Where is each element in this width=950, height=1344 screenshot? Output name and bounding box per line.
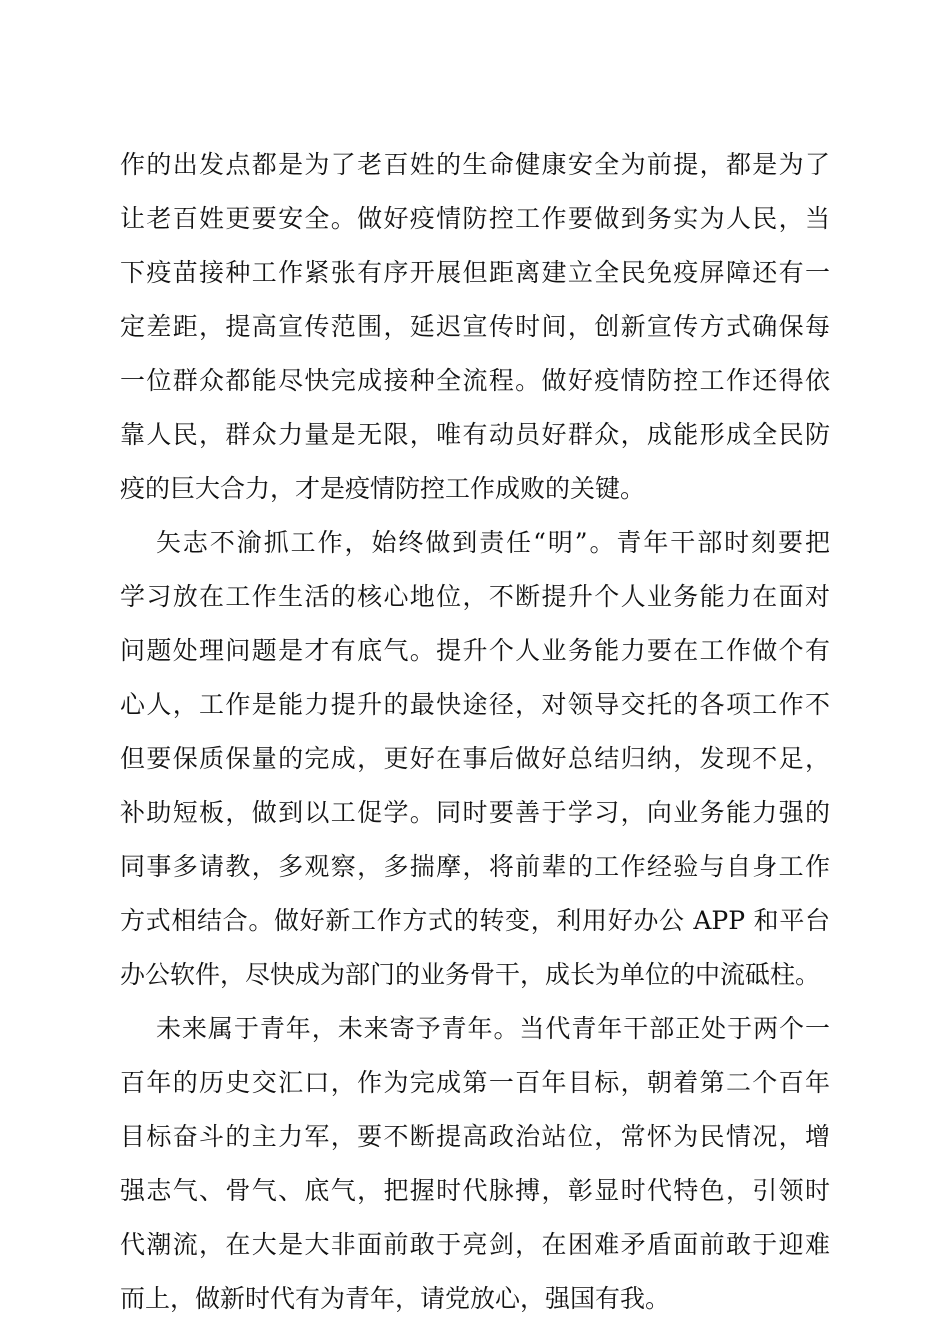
text-line: 定差距，提高宣传范围，延迟宣传时间，创新宣传方式确保每 bbox=[120, 312, 830, 341]
text-line: 心人，工作是能力提升的最快途径，对领导交托的各项工作不 bbox=[120, 690, 830, 719]
text-line: 而上，做新时代有为青年，请党放心，强国有我。 bbox=[120, 1284, 671, 1313]
text-line: 强志气、骨气、底气，把握时代脉搏，彰显时代特色，引领时 bbox=[120, 1176, 830, 1205]
document-body bbox=[120, 138, 830, 1326]
text-line: 靠人民，群众力量是无限，唯有动员好群众，成能形成全民防 bbox=[120, 420, 830, 449]
text-line: 学习放在工作生活的核心地位，不断提升个人业务能力在面对 bbox=[120, 582, 830, 611]
text-line: 但要保质保量的完成，更好在事后做好总结归纳，发现不足， bbox=[120, 744, 830, 773]
text-line: 作的出发点都是为了老百姓的生命健康安全为前提，都是为了 bbox=[120, 150, 830, 179]
text-line: 让老百姓更要安全。做好疫情防控工作要做到务实为人民，当 bbox=[120, 204, 830, 233]
text-line: 疫的巨大合力，才是疫情防控工作成败的关键。 bbox=[120, 474, 646, 503]
text-line: 补助短板，做到以工促学。同时要善于学习，向业务能力强的 bbox=[120, 798, 830, 827]
text-line: 方式相结合。做好新工作方式的转变，利用好办公 APP 和平台 bbox=[120, 906, 830, 935]
text-line: 矢志不渝抓工作，始终做到责任“明”。青年干部时刻要把 bbox=[156, 528, 830, 557]
text-line: 下疫苗接种工作紧张有序开展但距离建立全民免疫屏障还有一 bbox=[120, 258, 830, 287]
text-line: 同事多请教，多观察，多揣摩，将前辈的工作经验与自身工作 bbox=[120, 852, 830, 881]
text-line: 代潮流，在大是大非面前敢于亮剑，在困难矛盾面前敢于迎难 bbox=[120, 1230, 830, 1259]
text-line: 目标奋斗的主力军，要不断提高政治站位，常怀为民情况，增 bbox=[120, 1122, 830, 1151]
text-line: 百年的历史交汇口，作为完成第一百年目标，朝着第二个百年 bbox=[120, 1068, 830, 1097]
text-line: 一位群众都能尽快完成接种全流程。做好疫情防控工作还得依 bbox=[120, 366, 830, 395]
text-line: 办公软件，尽快成为部门的业务骨干，成长为单位的中流砥柱。 bbox=[120, 960, 821, 989]
text-line: 未来属于青年，未来寄予青年。当代青年干部正处于两个一 bbox=[156, 1014, 830, 1043]
text-line: 问题处理问题是才有底气。提升个人业务能力要在工作做个有 bbox=[120, 636, 830, 665]
